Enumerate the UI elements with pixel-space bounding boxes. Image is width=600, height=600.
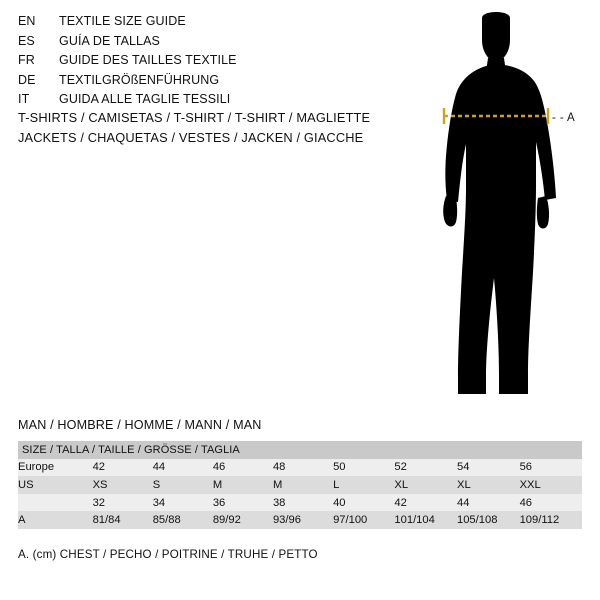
footnote: A. (cm) CHEST / PECHO / POITRINE / TRUHE / PETTO [18, 548, 318, 561]
cell: 42 [394, 494, 457, 512]
cell: 44 [457, 494, 520, 512]
language-code: EN [18, 14, 36, 28]
cell: S [153, 476, 213, 494]
table-row [18, 459, 582, 477]
cell: 38 [273, 494, 333, 512]
measure-label-a [552, 112, 575, 124]
row-label-blank [18, 494, 93, 512]
table-title: MAN / HOMBRE / HOMME / MANN / MAN [18, 418, 262, 432]
cell: 89/92 [213, 511, 273, 529]
language-text: TEXTILGRÖßENFÜHRUNG [59, 72, 220, 87]
table-header-cell: SIZE / TALLA / TAILLE / GRÖSSE / TAGLIA [18, 441, 582, 459]
language-row [18, 14, 378, 34]
cell: 85/88 [153, 511, 213, 529]
cell: 40 [333, 494, 394, 512]
table-row [18, 511, 582, 529]
cell: 32 [93, 494, 153, 512]
male-silhouette-figure [400, 10, 600, 405]
row-label-us: US [18, 476, 93, 494]
language-row [18, 73, 378, 93]
cell: 105/108 [457, 511, 520, 529]
language-row [18, 53, 378, 73]
language-list [18, 14, 378, 112]
cell: 109/112 [520, 511, 582, 529]
cell: 42 [93, 459, 153, 477]
language-row [18, 34, 378, 54]
cell: 52 [394, 459, 457, 477]
cell: 101/104 [394, 511, 457, 529]
cell: 36 [213, 494, 273, 512]
cell: M [273, 476, 333, 494]
cell: XXL [520, 476, 582, 494]
language-text: TEXTILE SIZE GUIDE [59, 14, 186, 28]
category-tshirts: T-SHIRTS / CAMISETAS / T-SHIRT / T-SHIRT / MAGLIETTE [18, 110, 371, 125]
cell: 81/84 [93, 511, 153, 529]
cell: L [333, 476, 394, 494]
cell: M [213, 476, 273, 494]
size-table [18, 441, 582, 529]
silhouette-icon [400, 10, 600, 405]
cell: 93/96 [273, 511, 333, 529]
cell: 97/100 [333, 511, 394, 529]
category-jackets: JACKETS / CHAQUETAS / VESTES / JACKEN / GIACCHE [18, 130, 364, 145]
language-code: ES [18, 33, 35, 48]
cell: 46 [213, 459, 273, 477]
row-label-a: A [18, 511, 93, 529]
language-code: IT [18, 92, 30, 107]
cell: 48 [273, 459, 333, 477]
language-text: GUÍA DE TALLAS [59, 33, 160, 48]
measure-letter: A [567, 112, 576, 124]
cell: 54 [457, 459, 520, 477]
measure-dash: - - [552, 112, 565, 124]
table-row [18, 476, 582, 494]
category-headings [18, 110, 438, 150]
cell: XS [93, 476, 153, 494]
table-row [18, 494, 582, 512]
cell: 46 [520, 494, 582, 512]
language-code: FR [18, 53, 35, 68]
cell: 34 [153, 494, 213, 512]
cell: XL [394, 476, 457, 494]
language-text: GUIDA ALLE TAGLIE TESSILI [59, 92, 231, 107]
row-label-europe: Europe [18, 459, 93, 477]
cell: XL [457, 476, 520, 494]
language-code: DE [18, 72, 36, 87]
cell: 50 [333, 459, 394, 477]
language-text: GUIDE DES TAILLES TEXTILE [59, 53, 237, 68]
table-header-row [18, 441, 582, 459]
cell: 44 [153, 459, 213, 477]
cell: 56 [520, 459, 582, 477]
